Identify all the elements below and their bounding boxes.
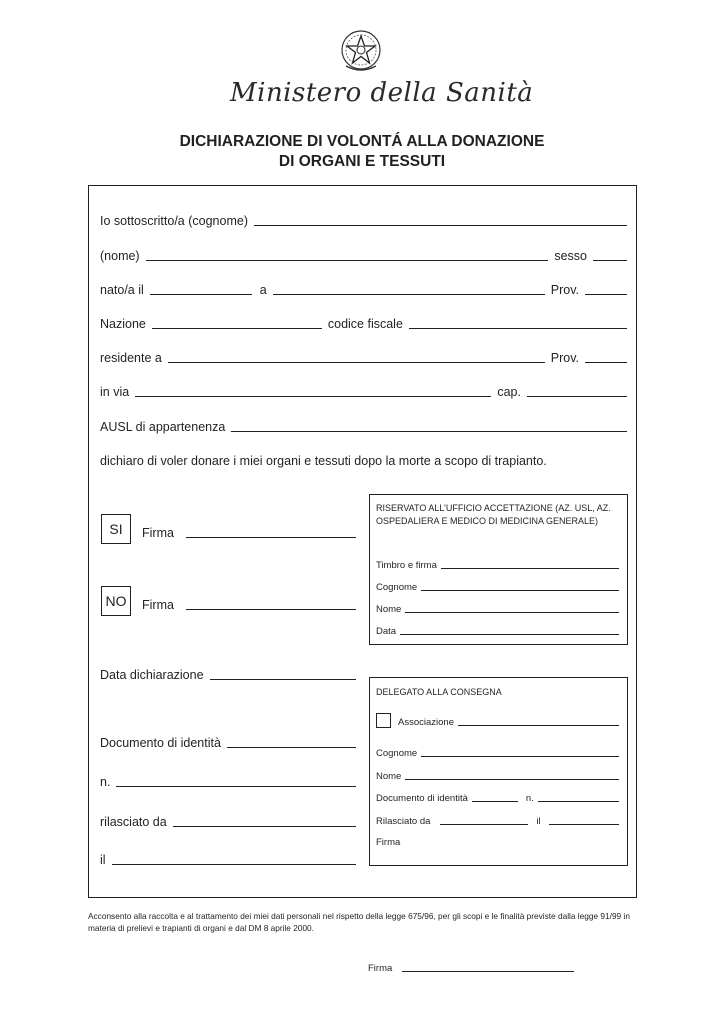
declaration-date-input-line[interactable] [210, 679, 356, 680]
surname-label: Io sottoscritto/a (cognome) [100, 214, 248, 228]
reserved-stamp-row [376, 558, 619, 571]
issued-on-row [100, 851, 356, 867]
residence-row [100, 349, 627, 365]
street-label: in via [100, 385, 130, 399]
yes-label: SI [109, 521, 123, 537]
surname-row [100, 212, 627, 228]
street-input-line[interactable] [135, 396, 491, 397]
delegate-surname-label: Cognome [376, 748, 418, 759]
delegate-name-label: Nome [376, 771, 402, 782]
title-line-2: DI ORGANI E TESSUTI [278, 153, 446, 170]
tax-code-label: codice fiscale [327, 317, 403, 331]
nation-row [100, 315, 627, 331]
doc-number-label: n. [100, 775, 111, 789]
birth-row [100, 281, 627, 297]
surname-input-line[interactable] [254, 225, 627, 226]
declaration-date-row [100, 666, 356, 682]
issued-by-row [100, 813, 356, 829]
delegate-identity-label: Documento di identità [376, 793, 468, 804]
name-input-line[interactable] [146, 260, 549, 261]
issued-by-input-line[interactable] [173, 826, 356, 827]
italian-republic-emblem-icon [338, 28, 384, 74]
street-row [100, 383, 627, 399]
stamp-input-line[interactable] [441, 568, 619, 569]
stamp-label: Timbro e firma [376, 560, 437, 571]
no-signature-row [142, 596, 356, 612]
delegate-issued-by-input-line[interactable] [440, 824, 528, 825]
reserved-office-box [369, 494, 628, 645]
yes-signature-line[interactable] [186, 537, 356, 538]
no-label: NO [105, 593, 127, 609]
title-line-1: DICHIARAZIONE DI VOLONTÁ ALLA DONAZIONE [179, 133, 545, 150]
delegate-heading: DELEGATO ALLA CONSEGNA [376, 687, 502, 697]
doc-number-row [100, 773, 356, 789]
identity-doc-row [100, 734, 356, 750]
reserved-surname-row [376, 580, 619, 593]
born-on-label: nato/a il [100, 283, 144, 297]
yes-signature-row [142, 524, 356, 540]
issued-on-input-line[interactable] [112, 864, 356, 865]
birth-place-input-line[interactable] [273, 294, 545, 295]
association-input-line[interactable] [458, 725, 619, 726]
delegate-surname-row [376, 746, 619, 759]
delegate-signature-row [376, 835, 619, 848]
consent-signature-line[interactable] [402, 971, 574, 972]
ausl-input-line[interactable] [231, 431, 627, 432]
reserved-surname-label: Cognome [376, 582, 418, 593]
ausl-row [100, 418, 627, 434]
association-row [376, 712, 619, 728]
name-row [100, 247, 627, 263]
association-label: Associazione [398, 717, 454, 728]
delegate-identity-input-line[interactable] [472, 801, 518, 802]
reserved-surname-input-line[interactable] [421, 590, 619, 591]
delegate-issued-on-label: il [536, 816, 541, 827]
ausl-label: AUSL di appartenenza [100, 420, 226, 434]
zip-input-line[interactable] [527, 396, 627, 397]
tax-code-input-line[interactable] [409, 328, 627, 329]
delegate-name-row [376, 769, 619, 782]
birth-prov-input-line[interactable] [585, 294, 627, 295]
delegate-surname-input-line[interactable] [421, 756, 619, 757]
consent-text: Acconsento alla raccolta e al trattamento dei miei dati personali nel rispetto della legge 675/96, per gli scopi e le finalità previste dalla legge 91/99 in materia di prelievi e trapianti di organi e dal DM 8 aprile 2000. [88, 911, 630, 933]
resident-input-line[interactable] [168, 362, 545, 363]
identity-doc-label: Documento di identità [100, 736, 221, 750]
delegate-number-input-line[interactable] [538, 801, 619, 802]
nation-label: Nazione [100, 317, 146, 331]
sex-input-line[interactable] [593, 260, 627, 261]
sex-label: sesso [554, 249, 587, 263]
delegate-signature-label: Firma [376, 837, 401, 848]
declaration-date-label: Data dichiarazione [100, 668, 204, 682]
resident-label: residente a [100, 351, 162, 365]
reserved-name-input-line[interactable] [405, 612, 619, 613]
yes-signature-label: Firma [142, 526, 174, 540]
reserved-name-label: Nome [376, 604, 402, 615]
resident-prov-input-line[interactable] [585, 362, 627, 363]
delegate-name-input-line[interactable] [405, 779, 619, 780]
delegate-number-label: n. [525, 793, 534, 804]
consent-signature-label: Firma [368, 963, 393, 974]
issued-by-label: rilasciato da [100, 815, 167, 829]
nation-input-line[interactable] [152, 328, 322, 329]
issued-on-label: il [100, 853, 106, 867]
yes-checkbox[interactable] [101, 514, 131, 544]
no-signature-line[interactable] [186, 609, 356, 610]
delegate-identity-row [376, 791, 619, 804]
donation-declaration-text: dichiaro di voler donare i miei organi e tessuti dopo la morte a scopo di trapianto. [100, 454, 547, 468]
reserved-date-row [376, 624, 619, 637]
delegate-issued-row [376, 814, 619, 827]
reserved-office-heading: RISERVATO ALL’UFFICIO ACCETTAZIONE (AZ. USL, AZ. OSPEDALIERA E MEDICO DI MEDICINA GENERALE) [376, 503, 611, 526]
association-checkbox[interactable] [376, 713, 391, 728]
birth-prov-label: Prov. [550, 283, 579, 297]
born-at-label: a [259, 283, 267, 297]
resident-prov-label: Prov. [550, 351, 579, 365]
reserved-date-label: Data [376, 626, 397, 637]
no-checkbox[interactable] [101, 586, 131, 616]
name-label: (nome) [100, 249, 140, 263]
ministry-name: Ministero della Sanità [230, 78, 534, 108]
delegate-box [369, 677, 628, 866]
no-signature-label: Firma [142, 598, 174, 612]
doc-number-input-line[interactable] [116, 786, 356, 787]
birth-date-input-line[interactable] [150, 294, 252, 295]
zip-label: cap. [497, 385, 521, 399]
delegate-issued-by-label: Rilasciato da [376, 816, 431, 827]
reserved-name-row [376, 602, 619, 615]
reserved-date-input-line[interactable] [400, 634, 619, 635]
consent-signature-row [368, 958, 574, 974]
delegate-issued-on-input-line[interactable] [549, 824, 619, 825]
page-title [100, 132, 624, 172]
identity-doc-input-line[interactable] [227, 747, 356, 748]
